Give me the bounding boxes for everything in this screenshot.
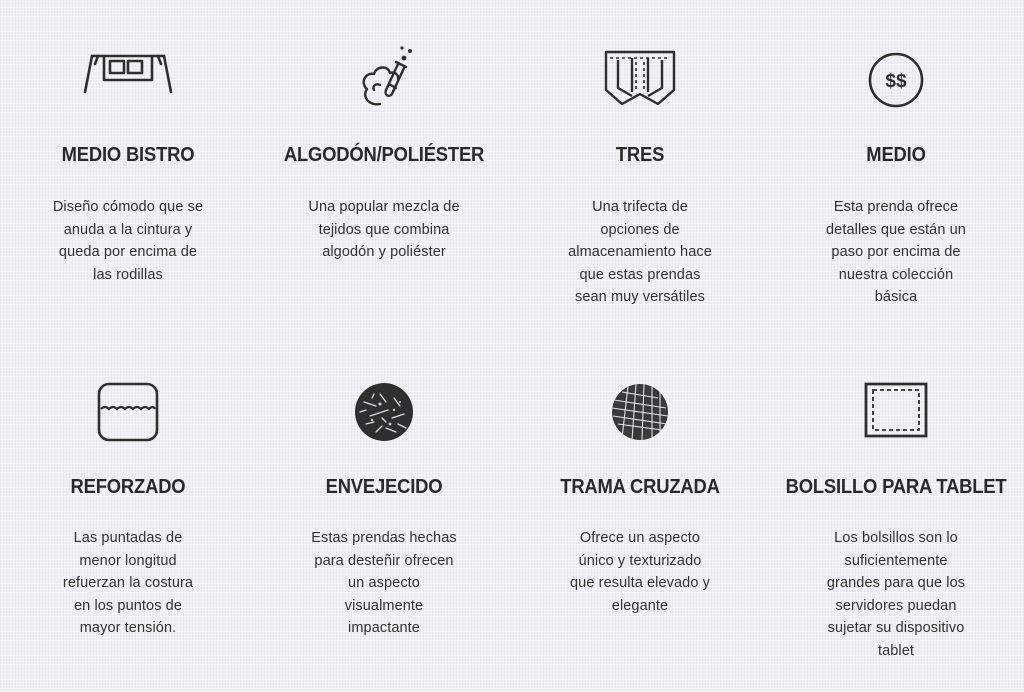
feature-trama-cruzada: [520, 0, 760, 692]
feature-description: Diseño cómodo que se anuda a la cintura y queda por encima de las rodillas: [52, 199, 204, 283]
feature-title: MEDIO: [866, 144, 926, 166]
feature-description: Esta prenda ofrece detalles que están un paso por encima de nuestra colección básica: [826, 199, 966, 305]
feature-title: MEDIO BISTRO: [61, 144, 195, 166]
distressed-texture-icon: [336, 372, 432, 442]
crosshatch-texture-icon: [592, 372, 688, 442]
feature-description: Las puntadas de menor longitud refuerzan la costura en los puntos de mayor tensión.: [62, 530, 194, 636]
feature-title: BOLSILLO PARA TABLET: [785, 476, 1007, 498]
feature-description: Los bolsillos son lo suficientemente grandes para que los servidores puedan sujetar su dispositivo tablet: [826, 530, 966, 659]
tablet-pocket-icon: [848, 372, 944, 442]
feature-description: Estas prendas hechas para desteñir ofrecen un aspecto visualmente impactante: [311, 530, 457, 636]
feature-description: Una popular mezcla de tejidos que combina algodón y poliéster: [308, 199, 460, 260]
feature-title: ENVEJECIDO: [325, 476, 443, 498]
feature-description: Ofrece un aspecto único y texturizado que resulta elevado y elegante: [570, 530, 710, 614]
feature-envejecido: [264, 0, 504, 692]
feature-description: Una trifecta de opciones de almacenamiento hace que estas prendas sean muy versátiles: [568, 199, 712, 305]
feature-title: ALGODÓN/POLIÉSTER: [283, 144, 485, 166]
reinforced-stitch-icon: [80, 372, 176, 442]
feature-title: REFORZADO: [70, 476, 186, 498]
feature-title: TRAMA CRUZADA: [560, 476, 720, 498]
feature-reforzado: [8, 0, 248, 692]
price-symbol: $$: [885, 71, 907, 92]
feature-bolsillo-tablet: [776, 0, 1016, 692]
feature-title: TRES: [615, 144, 665, 166]
